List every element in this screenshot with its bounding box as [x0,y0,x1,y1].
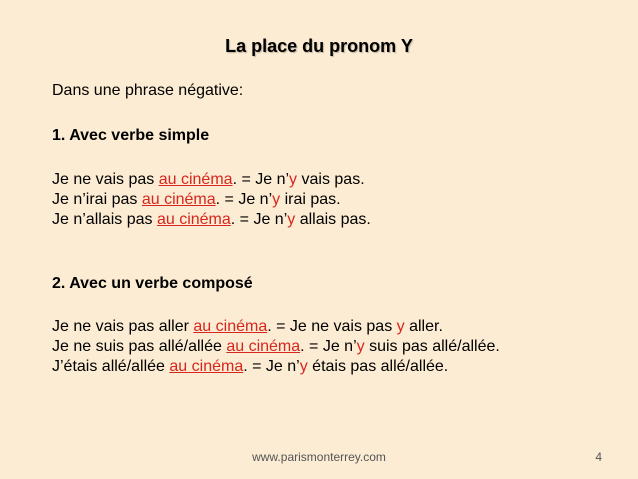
pronoun-y: y [287,211,296,228]
highlighted-phrase: au cinéma [193,318,268,335]
highlighted-phrase: au cinéma [141,191,216,208]
section2-heading: 2. Avec un verbe composé [52,275,253,292]
page-number: 4 [595,450,602,464]
section1-examples [52,170,371,230]
example-line: Je ne vais pas au cinéma. = Je n’y vais pas. [52,171,365,188]
highlighted-phrase: au cinéma [169,358,244,375]
example-line: J’étais allé/allée au cinéma. = Je n’y étais pas allé/allée. [52,358,449,375]
pronoun-y: y [299,358,308,375]
example-line: Je n’irai pas au cinéma. = Je n’y irai pas. [52,191,341,208]
highlighted-phrase: au cinéma [158,171,233,188]
pronoun-y: y [396,318,405,335]
example-line: Je n’allais pas au cinéma. = Je n’y allais pas. [52,211,371,228]
pronoun-y: y [356,338,365,355]
footer-website: www.parismonterrey.com [252,450,386,464]
intro-text: Dans une phrase négative: [52,82,244,99]
highlighted-phrase: au cinéma [156,211,231,228]
example-line: Je ne suis pas allé/allée au cinéma. = Je n’y suis pas allé/allée. [52,338,500,355]
example-line: Je ne vais pas aller au cinéma. = Je ne vais pas y aller. [52,318,443,335]
section2-examples [52,317,500,377]
pronoun-y: y [289,171,298,188]
pronoun-y: y [272,191,281,208]
section1-heading: 1. Avec verbe simple [52,127,210,144]
highlighted-phrase: au cinéma [226,338,301,355]
slide-title: La place du pronom Y [225,36,413,56]
